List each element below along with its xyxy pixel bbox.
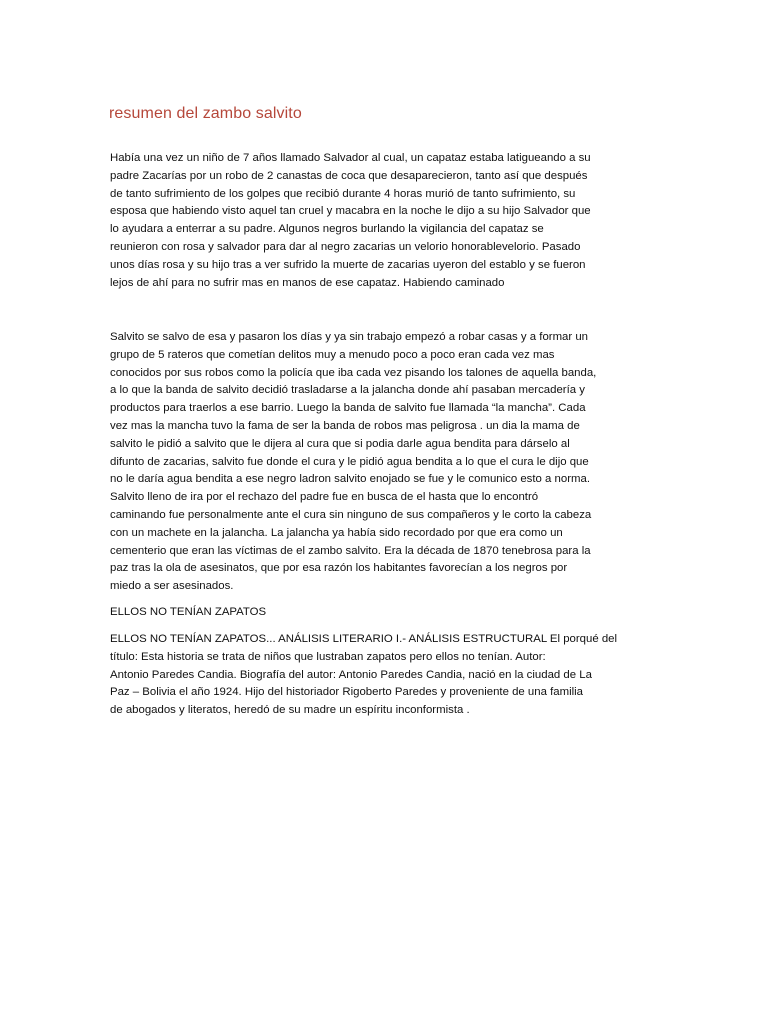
paragraph-zambo-salvito-intro: Había una vez un niño de 7 años llamado Salvador al cual, un capataz estaba latigueando a su padre Zacarías por un robo de 2 canastas de coca que desaparecieron, tanto así que después de tanto sufrimiento de los golpes que recibió durante 4 horas murió de tanto sufrimiento, su esposa que habiendo visto aquel tan cruel y macabra en la noche le dijo a su hijo Salvador que lo ayudara a enterrar a su padre. Algunos negros burlando la vigilancia del capataz se reunieron con rosa y salvador para dar al negro zacarias un velorio honorablevelorio. Pasado unos días rosa y su hijo tras a ver sufrido la muerte de zacarias uyeron del establo y se fueron lejos de ahí para no sufrir mas en manos de ese capataz. Habiendo caminado: [110, 152, 591, 289]
document-title: resumen del zambo salvito: [109, 105, 302, 122]
paragraph-zambo-salvito-story: Salvito se salvo de esa y pasaron los días y ya sin trabajo empezó a robar casas y a formar un grupo de 5 rateros que cometían delitos muy a menudo poco a poco eran cada vez mas conocidos por sus robos como la policía que iba cada vez pisando los talones de aquella banda, a lo que la banda de salvito decidió trasladarse a la jalancha donde ahí pasaban mercadería y productos para traerlos a ese barrio. Luego la banda de salvito fue llamada “la mancha”. Cada vez mas la mancha tuvo la fama de ser la banda de robos mas peligrosa . un dia la mama de salvito le pidió a salvito que le dijera al cura que si podia darle agua bendita para dárselo al difunto de zacarias, salvito fue donde el cura y le pidió agua bendita a lo que el cura le dijo que no le daría agua bendita a ese negro ladron salvito enojado se fue y le comunico esto a norma. Salvito lleno de ira por el rechazo del padre fue en busca de el hasta que lo encontró caminando fue personalmente ante el cura sin ninguno de sus compañeros y le corto la cabeza con un machete en la jalancha. La jalancha ya había sido recordado por que era como un cementerio que eran las víctimas de el zambo salvito. Era la década de 1870 tenebrosa para la paz tras la ola de asesinatos, que por esa razón los habitantes favorecían a los negros por miedo a ser asesinados.: [110, 331, 597, 593]
section-heading-ellos-no-tenian-zapatos: ELLOS NO TENÍAN ZAPATOS: [110, 606, 267, 618]
paragraph-literary-analysis: ELLOS NO TENÍAN ZAPATOS... ANÁLISIS LITERARIO I.- ANÁLISIS ESTRUCTURAL El porqué del título: Esta historia se trata de niños que lustraban zapatos pero ellos no tenían. Autor: Antonio Paredes Candia. Biografía del autor: Antonio Paredes Candia, nació en la ciudad de La Paz – Bolivia el año 1924. Hijo del historiador Rigoberto Paredes y proveniente de una familia de abogados y literatos, heredó de su madre un espíritu inconformista .: [110, 633, 618, 717]
